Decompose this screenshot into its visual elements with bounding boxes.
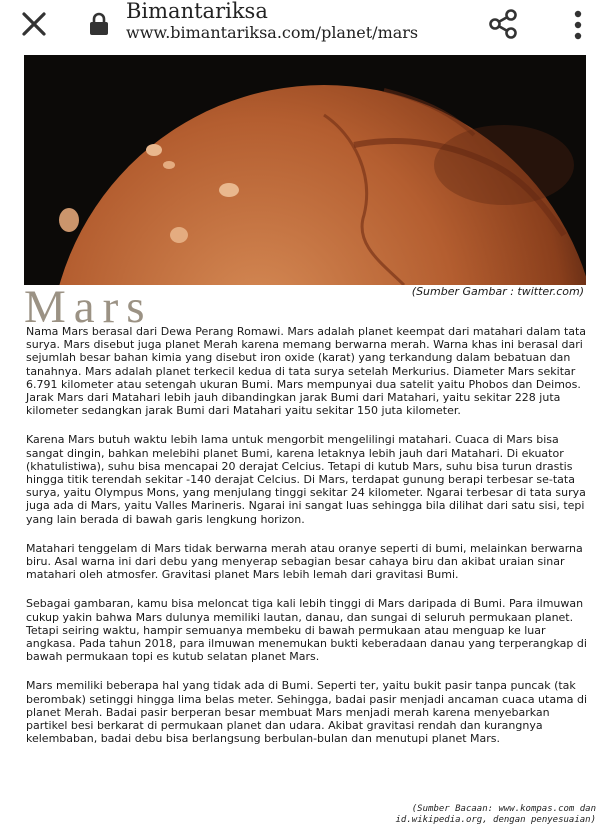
source-line: (Sumber Bacaan: www.kompas.com dan <box>411 804 596 814</box>
article-body <box>26 325 588 761</box>
lock-icon <box>88 12 110 36</box>
browser-toolbar <box>0 0 600 48</box>
site-url[interactable]: www.bimantariksa.com/planet/mars <box>126 23 419 42</box>
article-paragraph: Matahari tenggelam di Mars tidak berwarna merah atau oranye seperti di bumi, melainkan berwarna biru. Asal warna ini dari debu yang menyerap sebagian besar cahaya biru dan akibat uraian sinar matahari oleh atmosfer. Gravitasi planet Mars lebih lemah dari gravitasi Bumi. <box>26 541 583 582</box>
article-paragraph: Sebagai gambaran, kamu bisa meloncat tiga kali lebih tinggi di Mars daripada di Bumi. Para ilmuwan cukup yakin bahwa Mars dulunya memiliki lautan, danau, dan sungai di seluruh permukaan planet. Tetapi seiring waktu, hampir semuanya membeku di bawah permukaan atau menguap ke luar angkasa. Pada tahun 2018, para ilmuwan menemukan bukti keberadaan danau yang terperangkap di bawah permukaan topi es kutub selatan planet Mars. <box>26 597 587 664</box>
close-icon[interactable] <box>20 10 48 38</box>
more-vert-icon[interactable] <box>568 9 588 41</box>
share-icon[interactable] <box>486 7 520 41</box>
source-note <box>356 804 596 826</box>
article-heading: Mars <box>24 281 153 333</box>
article-paragraph: Mars memiliki beberapa hal yang tidak ada di Bumi. Seperti ter, yaitu bukit pasir tanpa puncak (tak berombak) setinggi hingga lima belas meter. Sehingga, badai pasir menjadi ancaman cuaca utama di planet Merah. Badai pasir berperan besar membuat Mars menjadi merah karena menyebarkan partikel besi berkarat di permukaan planet dan udara. Akibat gravitasi rendah dan kurangnya kelembaban, badai debu bisa berlangsung berbulan-bulan dan menutupi planet Mars. <box>26 679 588 746</box>
site-title: Bimantariksa <box>126 0 268 23</box>
source-line: id.wikipedia.org, dengan penyesuaian) <box>395 815 596 825</box>
mars-image <box>24 55 586 285</box>
image-caption: (Sumber Gambar : twitter.com) <box>411 285 584 298</box>
article-paragraph: Karena Mars butuh waktu lebih lama untuk mengorbit mengelilingi matahari. Cuaca di Mars bisa sangat dingin, bahkan melebihi planet Bumi, karena letaknya lebih jauh dari Matahari. Di ekuator (khatulistiwa), suhu bisa mencapai 20 derajat Celcius. Tetapi di kutub Mars, suhu bisa turun drastis hingga titik terendah sekitar -140 derajat Celcius. Di Mars, terdapat gunung berapi terbesar se-tata surya, yaitu Olympus Mons, yang menjulang tinggi sekitar 24 kilometer. Ngarai terbesar di tata surya juga ada di Mars, yaitu Valles Marineris. Ngarai ini sangat luas sehingga bila dilihat dari satu sisi, tepi yang lain berada di bawah garis lengkung horizon. <box>26 433 586 526</box>
article-paragraph: Nama Mars berasal dari Dewa Perang Romawi. Mars adalah planet keempat dari matahari dalam tata surya. Mars disebut juga planet Merah karena memang berwarna merah. Warna khas ini berasal dari sejumlah besar bahan kimia yang disebut iron oxide (karat) yang terkandung dalam bebatuan dan tanahnya. Mars adalah planet terkecil kedua di tata surya setelah Merkurius. Diameter Mars sekitar 6.791 kilometer atau setengah ukuran Bumi. Mars mempunyai dua satelit yaitu Phobos dan Deimos. Jarak Mars dari Matahari lebih jauh dibandingkan jarak Bumi dari Matahari, yaitu sekitar 228 juta kilometer sedangkan jarak Bumi dari Matahari yaitu sekitar 150 juta kilometer. <box>26 325 587 418</box>
